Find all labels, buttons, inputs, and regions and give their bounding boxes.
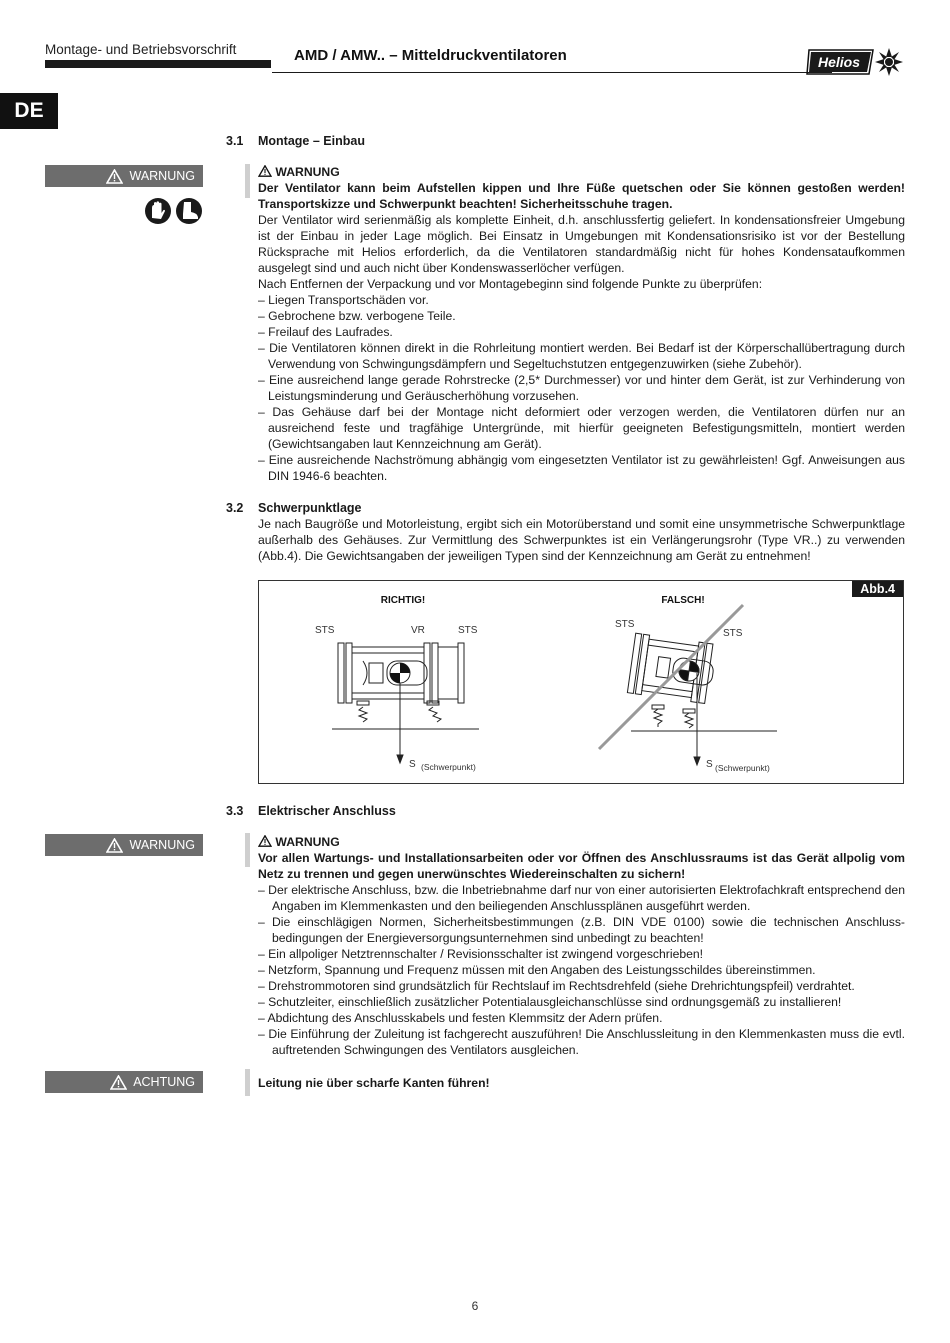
warning-triangle-icon xyxy=(258,165,272,177)
doc-type: Montage- und Betriebsvorschrift xyxy=(45,42,237,57)
header-bar xyxy=(45,60,271,68)
list-item: – Das Gehäuse darf bei der Montage nicht deformiert oder verzogen werden, die Ventilatoren dürfen nur an ausreichend feste und tragfähige Untergründe, mit hierfür geeigneten Befestigungsmitteln, montiert werden (Gewichtsangaben laut Kennzeichnung am Gerät). xyxy=(258,405,905,451)
warning-text: Der Ventilator kann beim Aufstellen kippen und Ihre Füße quetschen oder Sie können gestoßen werden! Transportskizze und Schwerpunkt beachten! Sicherheitsschuhe tragen. xyxy=(258,181,905,211)
sts-label: STS xyxy=(615,619,635,630)
warning-heading xyxy=(258,834,905,850)
warning-heading-text: WARNUNG xyxy=(275,165,340,179)
side-warning-label xyxy=(45,165,203,187)
center-of-gravity-icon xyxy=(390,663,410,683)
schwerpunkt-label: (Schwerpunkt) xyxy=(421,762,476,772)
schwerpunkt-label: (Schwerpunkt) xyxy=(715,763,770,773)
list-item: – Eine ausreichend lange gerade Rohrstrecke (2,5* Durchmesser) vor und hinter dem Gerät, ist zur Verhinderung von Leistungsminderung und Geräuscherhöhung vorzusehen. xyxy=(258,373,905,403)
s-label: S xyxy=(706,759,713,770)
warning-triangle-icon xyxy=(258,835,272,847)
list-item: – Der elektrische Anschluss, bzw. die Inbetriebnahme darf nur von einer autorisierten Elektrofachkraft entsprechend den Angaben im Klemmenkasten und den beiliegenden Anschlussplänen ausgeführt werden. xyxy=(258,883,905,913)
side-caution-label xyxy=(45,1071,203,1093)
side-caution-text: ACHTUNG xyxy=(133,1075,195,1089)
section-number: 3.1 xyxy=(226,134,244,148)
language-tab: DE xyxy=(0,93,58,129)
section-number: 3.3 xyxy=(226,804,244,818)
sts-label: STS xyxy=(315,625,335,636)
list-item: – Liegen Transportschäden vor. xyxy=(258,293,429,307)
caution-text: Leitung nie über scharfe Kanten führen! xyxy=(258,1076,490,1090)
section-title: Elektrischer Anschluss xyxy=(258,804,396,818)
paragraph: Je nach Baugröße und Motorleistung, ergibt sich ein Motorüberstand und somit eine unsymmetrische Schwerpunktlage außerhalb des Gehäuses. Zur Vermittlung des Schwerpunktes ist ein Verlängerungsrohr (Type VR..) zu verwenden (Abb.4). Die Gewichtsangaben der jeweiligen Typen sind der Kennzeichnung am Gerät zu entnehmen! xyxy=(258,517,905,563)
list-item: – Die Ventilatoren können direkt in die Rohrleitung montiert werden. Bei Bedarf ist der Körperschallübertragung durch Verwendung von Schwingungsdämpfern und Segeltuchstutzen entgegenzuwirken (siehe Zubehör). xyxy=(258,341,905,371)
list-item: – Schutzleiter, einschließlich zusätzlicher Potentialausgleichanschlüsse sind ordnungsgemäß zu installieren! xyxy=(258,995,842,1009)
side-warning-label xyxy=(45,834,203,856)
header-rule xyxy=(272,72,832,73)
list-item: – Die Einführung der Zuleitung ist fachgerecht auszuführen! Die Anschlussleitung in den Klemmenkasten muss die evtl. auftretenden Schwingungen des Ventilators ausgleichen. xyxy=(258,1027,905,1057)
section-number: 3.2 xyxy=(226,501,244,515)
section-3-2-body xyxy=(258,516,905,564)
list-item: – Gebrochene bzw. verbogene Teile. xyxy=(258,309,456,323)
helios-logo xyxy=(805,44,905,78)
section-3-3-body xyxy=(258,834,905,1058)
vr-label: VR xyxy=(411,625,425,636)
caution-marker xyxy=(245,1069,250,1096)
warning-triangle-icon xyxy=(110,1075,127,1090)
paragraph: Der Ventilator wird serienmäßig als komplette Einheit, d.h. anschlussfertig geliefert. In kondensationsfreier Umgebung ist der Einbau in jeder Lage möglich. Bei Einsatz in Umgebungen mit Kondensationsrisiko ist vor der Bestellung Rücksprache mit Helios erforderlich, da die Ventilatoren standardmäßig nicht für hohes Kondensataufkommen ausgelegt sind und auch nicht über Kondenswasserlöcher verfügen. xyxy=(258,213,905,275)
warning-triangle-icon xyxy=(106,169,123,184)
list-item: – Netzform, Spannung und Frequenz müssen mit den Angaben des Leistungsschildes übereinstimmen. xyxy=(258,963,816,977)
list-item: – Drehstrommotoren sind grundsätzlich für Rechtslauf im Rechtsdrehfeld (siehe Drehrichtungspfeil) verdrahtet. xyxy=(258,979,855,993)
gloves-icon xyxy=(145,198,171,224)
fan-correct-drawing xyxy=(332,643,479,763)
list-item: – Eine ausreichende Nachströmung abhängig vom eingesetzten Ventilator ist zu gewährleisten! Ggf. Anweisungen aus DIN 1946-6 beachten. xyxy=(258,453,905,483)
section-3-1-body xyxy=(258,164,905,484)
list-item: – Ein allpoliger Netztrennschalter / Revisionsschalter ist zwingend vorgeschrieben! xyxy=(258,947,704,961)
section-title: Schwerpunktlage xyxy=(258,501,362,515)
s-label: S xyxy=(409,759,416,770)
page-title: AMD / AMW.. – Mitteldruckventilatoren xyxy=(294,47,567,64)
figure-label: Abb.4 xyxy=(852,581,903,597)
side-warning-text: WARNUNG xyxy=(129,169,195,183)
warning-heading xyxy=(258,164,905,180)
safety-boot-icon xyxy=(176,198,202,224)
paragraph: Nach Entfernen der Verpackung und vor Montagebeginn sind folgende Punkte zu überprüfen: xyxy=(258,277,763,291)
list-item: – Freilauf des Laufrades. xyxy=(258,325,393,339)
richtig-title: RICHTIG! xyxy=(380,595,426,606)
page-number: 6 xyxy=(471,1299,479,1313)
warning-marker xyxy=(245,164,250,198)
sts-label: STS xyxy=(458,625,478,636)
figure-abb4 xyxy=(258,580,904,784)
ppe-icons xyxy=(144,197,204,225)
falsch-title: FALSCH! xyxy=(661,595,705,606)
warning-heading-text: WARNUNG xyxy=(275,835,340,849)
logo-text: Helios xyxy=(817,54,861,70)
sts-label: STS xyxy=(723,628,743,639)
side-warning-text: WARNUNG xyxy=(129,838,195,852)
list-item: – Die einschlägigen Normen, Sicherheitsbestimmungen (z.B. DIN VDE 0100) sowie die technischen Anschluss-bedingungen der Energieversorgungsunternehmen sind unbedingt zu beachten! xyxy=(258,915,905,945)
warning-triangle-icon xyxy=(106,838,123,853)
list-item: – Abdichtung des Anschlusskabels und festen Klemmsitz der Adern prüfen. xyxy=(258,1011,663,1025)
warning-text: Vor allen Wartungs- und Installationsarbeiten oder vor Öffnen des Anschlussraums ist das Gerät allpolig vom Netz zu trennen und gegen unerwünschtes Wiedereinschalten zu sichern! xyxy=(258,851,905,881)
section-title: Montage – Einbau xyxy=(258,134,365,148)
warning-marker xyxy=(245,833,250,867)
